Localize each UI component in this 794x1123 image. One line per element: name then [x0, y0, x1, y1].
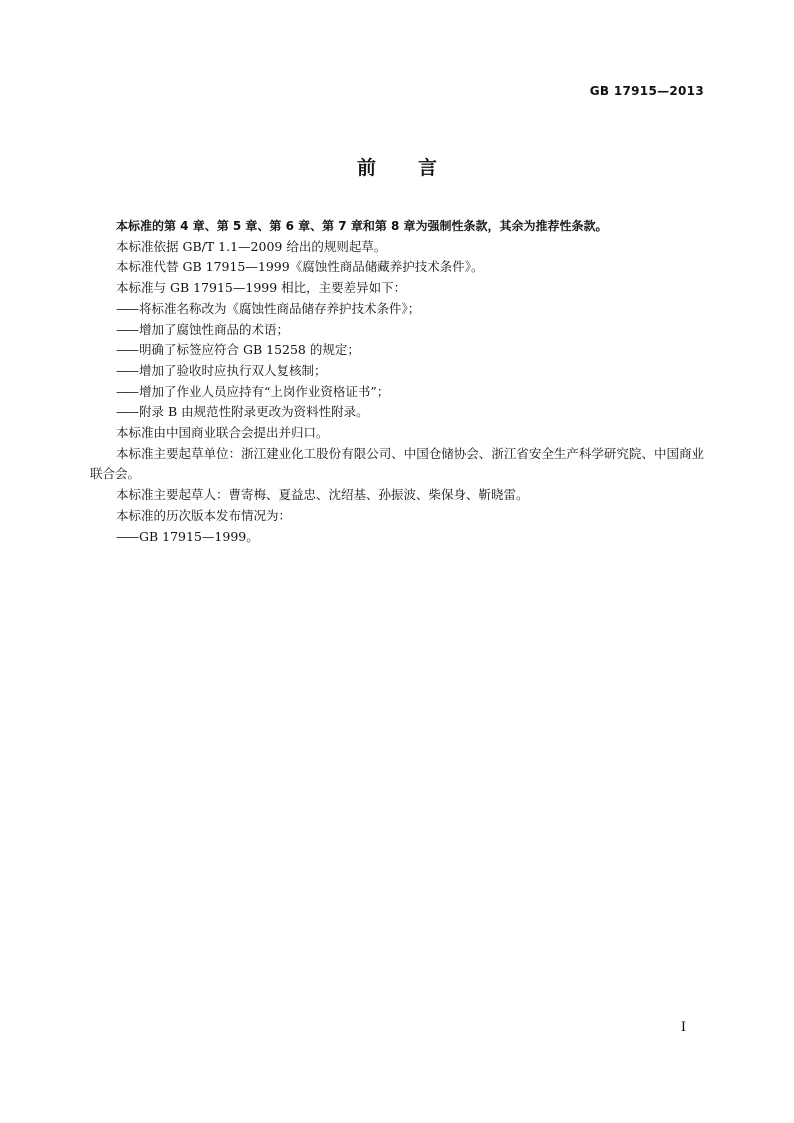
- proposer-paragraph: 本标准由中国商业联合会提出并归口。: [116, 425, 329, 441]
- page-title: 前言: [356, 157, 479, 179]
- history-intro: 本标准的历次版本发布情况为：: [116, 507, 292, 523]
- differences-intro: 本标准与 GB 17915—1999 相比，主要差异如下：: [116, 280, 407, 296]
- dash-marker: ——: [116, 321, 137, 337]
- difference-text: 增加了作业人员应持有“上岗作业资格证书”；: [139, 383, 390, 399]
- difference-item: [90, 402, 704, 423]
- dash-marker: ——: [116, 383, 137, 399]
- difference-text: 增加了验收时应执行双人复核制；: [139, 362, 327, 378]
- dash-marker: ——: [116, 300, 137, 316]
- difference-item: [90, 340, 704, 361]
- difference-text: 将标准名称改为《腐蚀性商品储存养护技术条件》；: [139, 300, 421, 316]
- foreword-body: [90, 216, 704, 547]
- history-item: [90, 527, 704, 548]
- history-text: GB 17915—1999。: [139, 528, 259, 544]
- difference-text: 附录 B 由规范性附录更改为资料性附录。: [139, 404, 369, 420]
- dash-marker: ——: [116, 362, 137, 378]
- difference-item: [90, 361, 704, 382]
- difference-text: 明确了标签应符合 GB 15258 的规定；: [139, 342, 360, 358]
- page-number: I: [680, 1020, 686, 1035]
- dash-marker: ——: [116, 342, 137, 358]
- replacement-paragraph: 本标准代替 GB 17915—1999《腐蚀性商品储藏养护技术条件》。: [116, 259, 484, 275]
- dash-marker: ——: [116, 528, 137, 544]
- drafting-rule-paragraph: 本标准依据 GB/T 1.1—2009 给出的规则起草。: [116, 238, 387, 254]
- standard-code: GB 17915—2013: [589, 84, 704, 98]
- difference-item: [90, 299, 704, 320]
- dash-marker: ——: [116, 404, 137, 420]
- drafters-paragraph: 本标准主要起草人：曹寄梅、夏益忠、沈绍基、孙振波、柴保身、靳晓雷。: [116, 487, 529, 503]
- drafting-units-paragraph: 本标准主要起草单位：浙江建业化工股份有限公司、中国仓储协会、浙江省安全生产科学研究院、中国商业联合会。: [90, 445, 704, 482]
- mandatory-clause-note: 本标准的第 4 章、第 5 章、第 6 章、第 7 章和第 8 章为强制性条款，其余为推荐性条款。: [116, 219, 608, 233]
- difference-text: 增加了腐蚀性商品的术语；: [139, 321, 290, 337]
- difference-item: [90, 382, 704, 403]
- difference-item: [90, 320, 704, 341]
